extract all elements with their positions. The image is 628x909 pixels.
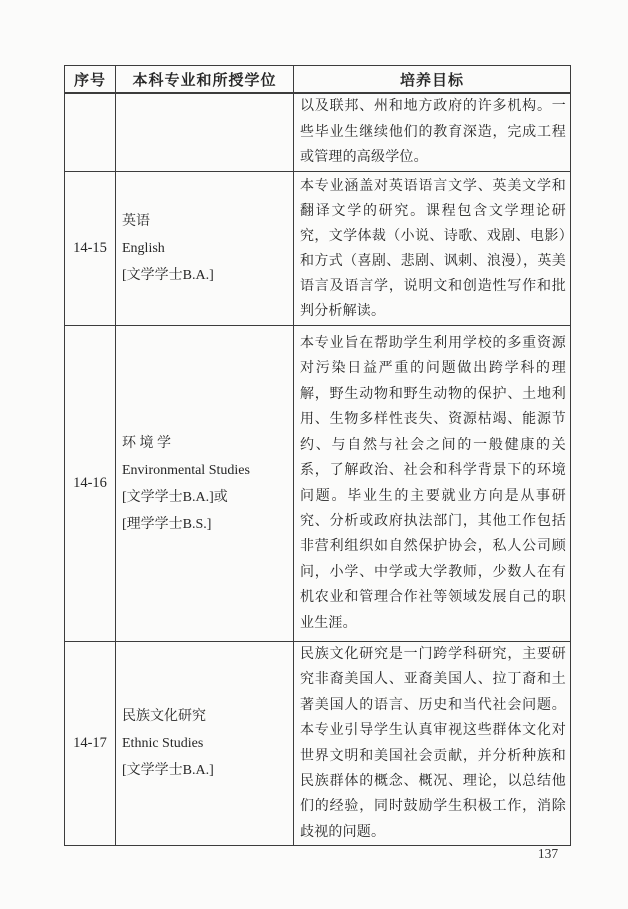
degree-label: [文学学士B.A.] <box>122 268 214 283</box>
page-number: 137 <box>537 846 559 861</box>
major-name-cn: 英语 <box>122 214 150 229</box>
major-cell <box>116 642 294 846</box>
row-number-cell <box>65 93 116 172</box>
major-name-cn: 民族文化研究 <box>122 709 206 725</box>
col-header-major-degree: 本科专业和所授学位 <box>116 66 294 94</box>
table-row-continuation <box>65 93 571 172</box>
major-name-en: Environmental Studies <box>122 462 250 478</box>
col-header-objective: 培养目标 <box>294 66 571 94</box>
row-number-cell: 14-17 <box>65 642 116 846</box>
major-cell <box>116 93 294 172</box>
objective-cell <box>294 326 571 642</box>
table-row-14-16 <box>65 326 571 642</box>
major-cell <box>116 326 294 642</box>
table-header-row <box>65 66 571 94</box>
degree-label-ba: [文学学士B.A.]或 <box>122 489 228 505</box>
degree-label-bs: [理学学士B.S.] <box>122 516 212 532</box>
row-number-cell: 14-15 <box>65 172 116 326</box>
objective-text: 以及联邦、州和地方政府的许多机构。一些毕业生继续他们的教育深造，完成工程或管理的高级学位。 <box>300 99 566 166</box>
objective-text: 本专业涵盖对英语语言文学、英美文学和翻译文学的研究。课程包含文学理论研究，文学体裁（小说、诗歌、戏剧、电影）和方式（喜剧、悲剧、讽刺、浪漫），英美语言及语言学，说明文和创造性写作和批判分析解读。 <box>300 178 566 319</box>
table-row-14-17 <box>65 642 571 846</box>
degree-label: [文学学士B.A.] <box>122 763 214 779</box>
objective-cell <box>294 172 571 326</box>
col-header-number: 序号 <box>65 66 116 94</box>
major-name-cn: 环 境 学 <box>122 435 171 451</box>
major-name-en: Ethnic Studies <box>122 736 204 752</box>
objective-text: 本专业旨在帮助学生利用学校的多重资源对污染日益严重的问题做出跨学科的理解，野生动物和野生动物的保护、土地利用、生物多样性丧失、资源枯竭、能源节约、与自然与社会之间的一般健康的关系，了解政治、社会和科学背景下的环境问题。毕业生的主要就业方向是从事研究、分析或政府执法部门，其他工作包括非营利组织如自然保护协会，私人公司顾问，小学、中学或大学教师，少数人在有机农业和管理合作社等领域发展自己的职业生涯。 <box>300 336 566 631</box>
objective-text: 民族文化研究是一门跨学科研究，主要研究非裔美国人、亚裔美国人、拉丁裔和土著美国人的语言、历史和当代社会问题。本专业引导学生认真审视这些群体文化对世界文明和美国社会贡献，并分析种族和民族群体的概念、概况、理论，以总结他们的经验，同时鼓励学生积极工作，消除歧视的问题。 <box>300 647 566 840</box>
major-cell <box>116 172 294 326</box>
table-row-14-15 <box>65 172 571 326</box>
majors-degrees-table <box>64 65 571 846</box>
major-name-en: English <box>122 241 165 256</box>
row-number-cell: 14-16 <box>65 326 116 642</box>
objective-cell <box>294 93 571 172</box>
objective-cell <box>294 642 571 846</box>
